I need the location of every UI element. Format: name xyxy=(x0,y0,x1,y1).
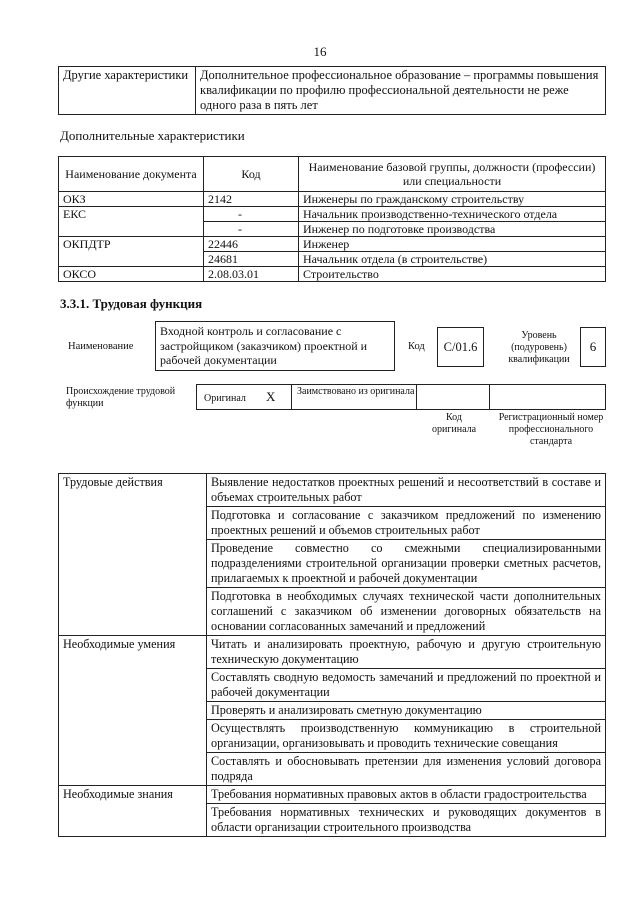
table-row xyxy=(59,192,606,207)
reg-number-label: Регистрационный номер профессионального стандарта xyxy=(498,412,604,447)
table-row xyxy=(59,237,606,252)
original-mark: X xyxy=(266,389,276,404)
cell-name: Строительство xyxy=(299,267,606,282)
list-item: Проверять и анализировать сметную документацию xyxy=(207,702,606,720)
origin-label: Происхождение трудовой функции xyxy=(66,386,176,409)
knowledge-label: Необходимые знания xyxy=(59,786,207,837)
function-code-label: Код xyxy=(408,341,425,352)
list-item: Осуществлять производственную коммуникацию в строительной организации, организовывать и проводить технические совещания xyxy=(207,720,606,753)
list-item: Выявление недостатков проектных решений и несоответствий в составе и объемах строительных работ xyxy=(207,474,606,507)
cell-name: Инженер xyxy=(299,237,606,252)
skills-label: Необходимые умения xyxy=(59,636,207,786)
other-characteristics-label: Другие характеристики xyxy=(59,67,196,115)
additional-title: Дополнительные характеристики xyxy=(60,128,245,143)
cell-name: Инженер по подготовке производства xyxy=(299,222,606,237)
function-title: 3.3.1. Трудовая функция xyxy=(60,296,203,311)
work-table xyxy=(58,473,606,837)
list-item: Проведение совместно со смежными специализированными подразделениями строительной организации проверки сметных расчетов, прилагаемых к проектной и рабочей документации xyxy=(207,540,606,588)
cell-doc: ОКЗ xyxy=(59,192,204,207)
cell-code: 2.08.03.01 xyxy=(204,267,299,282)
other-characteristics-text: Дополнительное профессиональное образование – программы повышения квалификации по профилю профессиональной деятельности не реже одного раза в пять лет xyxy=(196,67,606,115)
list-item: Требования нормативных правовых актов в области градостроительства xyxy=(207,786,606,804)
original-label: Оригинал xyxy=(204,393,246,404)
table-row xyxy=(59,267,606,282)
list-item: Требования нормативных технических и руководящих документов в области организации строительного производства xyxy=(207,804,606,837)
additional-characteristics-table xyxy=(58,156,606,282)
other-characteristics-table xyxy=(58,66,606,115)
list-item: Подготовка в необходимых случаях технической части дополнительных соглашений с заказчиком об изменении договорных обязательств на основании согласованных замечаний и предложений xyxy=(207,588,606,636)
actions-label: Трудовые действия xyxy=(59,474,207,636)
list-item: Составлять сводную ведомость замечаний и предложений по проектной и рабочей документации xyxy=(207,669,606,702)
cell-code: 24681 xyxy=(204,252,299,267)
borrowed-label: Заимствовано из оригинала xyxy=(297,386,415,397)
cell-code: - xyxy=(204,222,299,237)
list-item: Читать и анализировать проектную, рабочую и другую строительную техническую документацию xyxy=(207,636,606,669)
header-code: Код xyxy=(204,157,299,192)
cell-code: 22446 xyxy=(204,237,299,252)
header-document: Наименование документа xyxy=(59,157,204,192)
cell-doc: ОКСО xyxy=(59,267,204,282)
code-original-label: Код оригинала xyxy=(431,412,477,435)
cell-name: Начальник отдела (в строительстве) xyxy=(299,252,606,267)
divider xyxy=(489,384,490,410)
function-code: C/01.6 xyxy=(437,327,484,367)
list-item: Подготовка и согласование с заказчиком предложений по изменению проектных решений и объемов строительных работ xyxy=(207,507,606,540)
table-row xyxy=(59,207,606,222)
function-name-label: Наименование xyxy=(68,341,134,352)
divider xyxy=(291,384,292,410)
cell-doc: ЕКС xyxy=(59,207,204,237)
function-level: 6 xyxy=(580,327,606,367)
cell-name: Инженеры по гражданскому строительству xyxy=(299,192,606,207)
header-group: Наименование базовой группы, должности (профессии) или специальности xyxy=(299,157,606,192)
cell-name: Начальник производственно-технического отдела xyxy=(299,207,606,222)
function-name: Входной контроль и согласование с застройщиком (заказчиком) проектной и рабочей документации xyxy=(155,321,395,371)
list-item: Составлять и обосновывать претензии для изменения условий договора подряда xyxy=(207,753,606,786)
page-number: 16 xyxy=(313,44,327,59)
cell-doc: ОКПДТР xyxy=(59,237,204,267)
function-level-label: Уровень (подуровень) квалификации xyxy=(508,330,570,365)
cell-code: - xyxy=(204,207,299,222)
cell-code: 2142 xyxy=(204,192,299,207)
divider xyxy=(416,384,417,410)
